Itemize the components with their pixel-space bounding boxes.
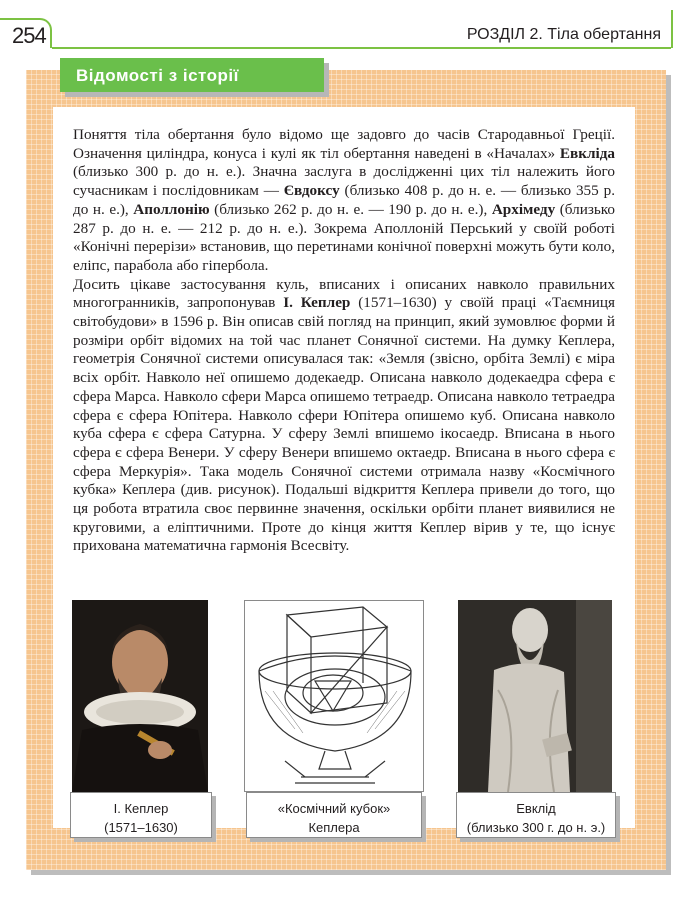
caption-line: Кеплера — [308, 820, 360, 835]
header-divider — [52, 47, 671, 49]
name-archimedes: Архімеду — [491, 200, 556, 218]
paragraph-2 — [73, 276, 615, 557]
caption-line: (близько 300 г. до н. э.) — [466, 820, 606, 835]
caption-line: «Космічний кубок» — [277, 801, 391, 816]
cosmic-cup-caption — [246, 792, 422, 838]
euclid-statue-photo — [458, 600, 612, 792]
text-run: (близько 300 р. до н. е.). Значна заслуга в дослідженні цих тіл належить його сучасникам і послідовникам — — [73, 163, 615, 200]
caption-line: (1571–1630) — [104, 820, 178, 835]
euclid-caption — [456, 792, 616, 838]
kepler-portrait-drawing — [72, 600, 208, 792]
text-run: Досить цікаве застосування куль, вписаних і описаних навколо правильних многогранників, запропонував — [73, 275, 615, 312]
text-run: (близько 408 р. до н. е. — близько 355 р. до н. е.), — [73, 182, 615, 218]
caption-line: І. Кеплер — [113, 801, 169, 816]
name-apollonius: Аполлонію — [133, 200, 210, 218]
text-run: (близько 262 р. до н. е. — 190 р. до н. е.), — [209, 200, 492, 218]
page-number: 254 — [12, 23, 46, 48]
kepler-portrait — [72, 600, 208, 792]
section-title: РОЗДІЛ 2. Тіла обертання — [466, 26, 661, 43]
header-right-rule — [671, 10, 673, 48]
cosmic-cup-drawing — [245, 601, 424, 792]
caption-line: Евклід — [516, 801, 556, 816]
history-body-text — [73, 126, 615, 556]
name-eudoxus: Євдоксу — [283, 182, 340, 200]
text-run: (близько 287 р. до н. е. — 212 р. до н. е.). Зокрема Аполлоній Перський у своїй роботі «Конічні перерізи» встановив, що перетинами конічної поверхні можуть бути коло, еліпс, парабола або гіпербола. — [73, 200, 615, 274]
history-title: Відомості з історії — [76, 66, 239, 85]
text-run: (1571–1630) у своїй праці «Таємниця світобудови» в 1596 р. Він описав свій погляд на принцип, який зумовлює форми й розміри орбіт відомих на той час планет Сонячної системи. На думку Кеплера, геометрія Сонячної системи описувалася так: «Земля (звісно, орбіта Землі) є міра всіх орбіт. Навколо неї опишемо додекаедр. Описана навколо додекаедра сфера є сфера Марса. Навколо сфери Марса опишемо тетраедр. Описана навколо тетраедра сфера є сфера Юпітера. Навколо сфери Юпітера опишемо куб. Описана навколо куба сфера є сфера Сатурна. У сферу Землі впишемо ікосаедр. Вписана в нього сфера є сфера Венери. У сферу Венери впишемо октаедр. Вписана в нього сфера є сфера Меркурія». Така модель Сонячної системи отримала назву «Космічного кубка» Кеплера (див. рисунок). Подальші відкриття Кеплера привели до того, що ця робота втратила своє первинне значення, оскільки орбіти планет виявилися не круговими, а еліптичними. Проте до кінця життя Кеплер вірив у те, що існує прихована математична гармонія Всесвіту. — [73, 294, 616, 555]
text-run: Поняття тіла обертання було відомо ще задовго до часів Стародавньої Греції. Означення циліндра, конуса і кулі як тіл обертання наведені в «Началах» — [73, 126, 615, 162]
name-kepler: І. Кеплер — [283, 294, 351, 312]
euclid-statue-drawing — [458, 600, 612, 792]
cosmic-cup-engraving — [244, 600, 424, 792]
paragraph-1 — [73, 126, 615, 276]
kepler-caption — [70, 792, 212, 838]
name-euclid: Евкліда — [559, 144, 615, 162]
